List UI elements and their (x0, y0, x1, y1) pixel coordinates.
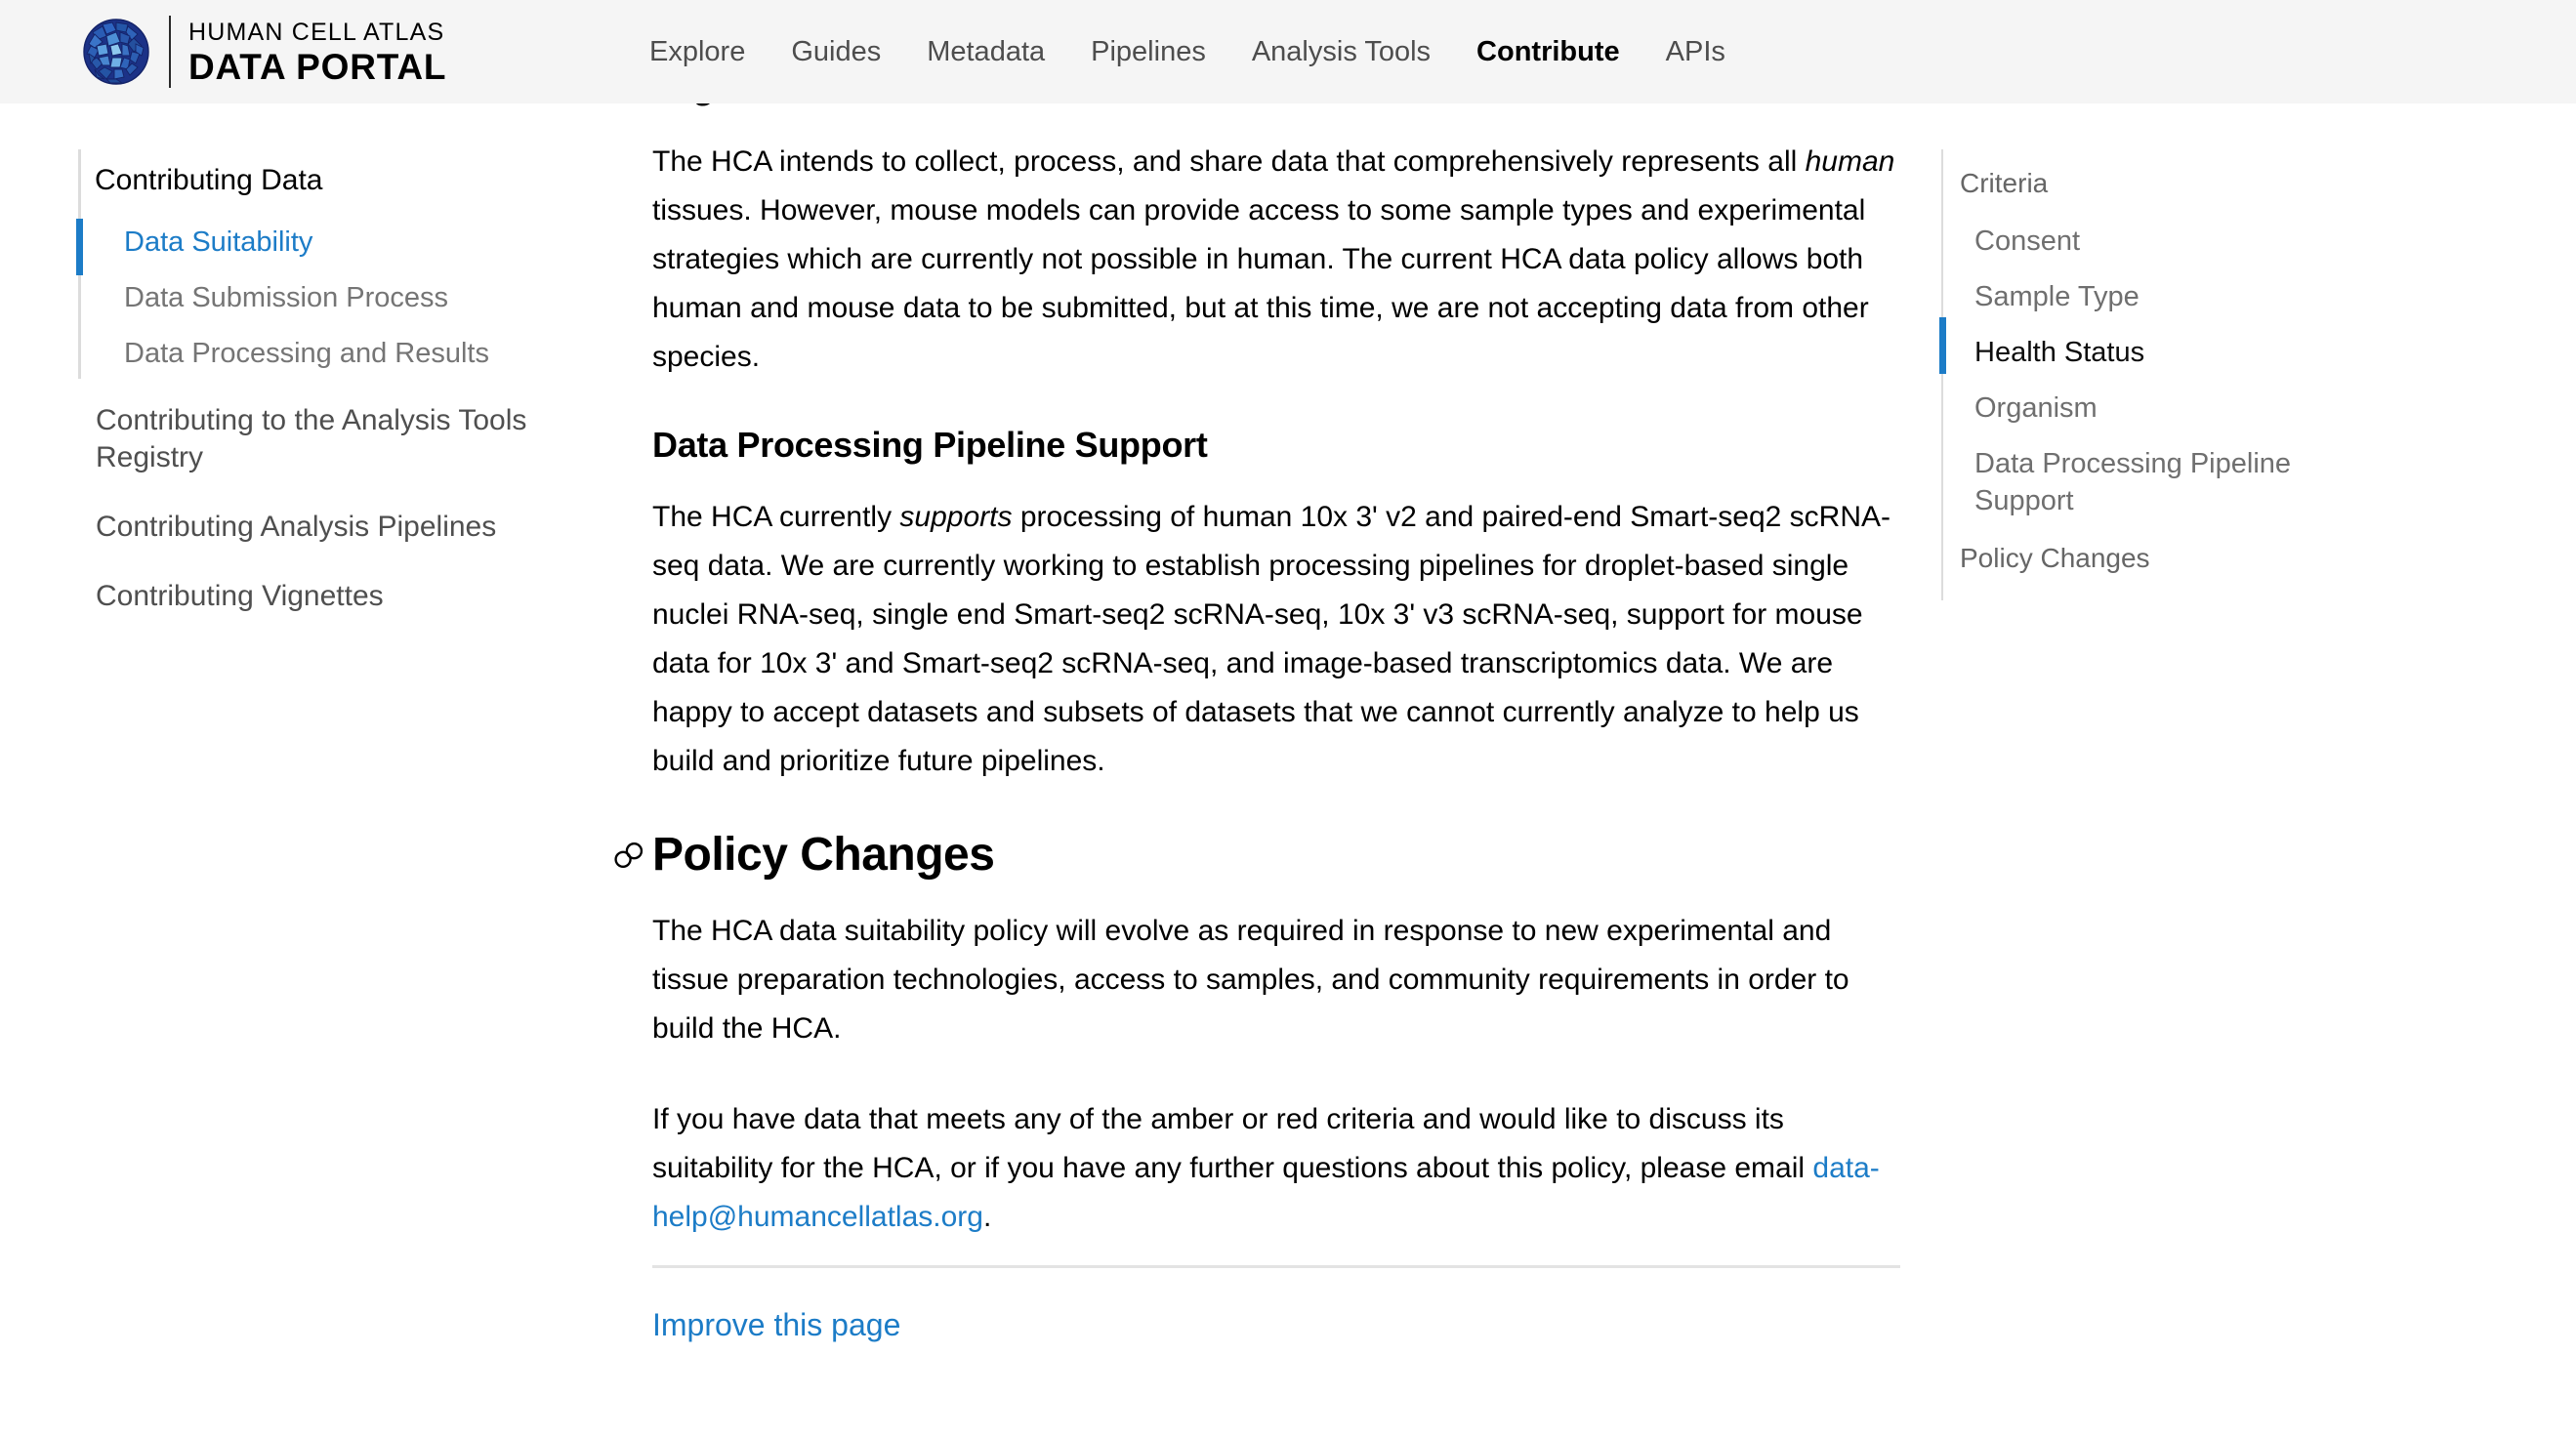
main-content (652, 103, 1907, 1351)
contact-paragraph: If you have data that meets any of the amber or red criteria and would like to discuss its suitability for the HCA, or if you have any further questions about this policy, please email data-help@humancellatlas.org. (652, 1103, 1880, 1233)
outline-item-organism[interactable]: Organism (1974, 392, 2098, 424)
site-header (0, 0, 2576, 103)
left-sidebar (78, 162, 557, 615)
logo-line1: HUMAN CELL ATLAS (188, 18, 445, 46)
email-link[interactable]: data-help@humancellatlas.org (652, 1152, 1880, 1233)
outline-active-bar (1939, 317, 1946, 374)
nav-item-pipelines[interactable]: Pipelines (1091, 35, 1206, 67)
outline-border-line (1941, 149, 1943, 600)
outline-item-health-status[interactable]: Health Status (1974, 337, 2145, 368)
outline-item-sample-type[interactable]: Sample Type (1974, 281, 2140, 312)
nav-item-guides[interactable]: Guides (791, 35, 882, 67)
pipeline-support-paragraph: The HCA currently supports processing of human 10x 3' v2 and paired-end Smart-seq2 scRNA-seq data. We are currently working to establish processing pipelines for droplet-based single nuclei RNA-seq, single end Smart-seq2 scRNA-seq, 10x 3' v3 scRNA-seq, support for mouse data for 10x 3' and Smart-seq2 scRNA-seq, and image-based transcriptomics data. We are happy to accept datasets and subsets of datasets that we cannot currently analyze to help us build and prioritize future pipelines. (652, 501, 1891, 777)
main-nav (649, 0, 1725, 103)
sidebar-item-data-submission-process[interactable]: Data Submission Process (124, 282, 449, 313)
sidebar-item-analysis-tools-registry[interactable]: Contributing to the Analysis Tools Registry (96, 404, 527, 473)
content-divider (652, 1265, 1900, 1268)
nav-item-apis[interactable]: APIs (1665, 35, 1725, 67)
logo-wordmark (188, 18, 446, 87)
logo-line2: DATA PORTAL (188, 46, 447, 87)
improve-page-link[interactable]: Improve this page (652, 1307, 901, 1342)
policy-changes-heading: Policy Changes (652, 829, 995, 881)
logo-divider (169, 16, 171, 88)
nav-item-analysis-tools[interactable]: Analysis Tools (1251, 35, 1432, 67)
link-anchor-icon[interactable] (613, 841, 644, 870)
sidebar-item-data-processing-results[interactable]: Data Processing and Results (124, 338, 489, 369)
pipeline-support-heading: Data Processing Pipeline Support (652, 425, 1208, 465)
sidebar-item-contributing-data[interactable]: Contributing Data (95, 164, 323, 196)
outline-item-pipeline-support[interactable]: Data Processing Pipeline Support (1974, 448, 2292, 516)
logo-link[interactable] (83, 0, 446, 103)
hca-logo-icon (83, 19, 149, 85)
sidebar-item-data-suitability[interactable]: Data Suitability (124, 226, 313, 258)
outline-item-criteria[interactable]: Criteria (1960, 168, 2049, 198)
outline-item-policy-changes[interactable]: Policy Changes (1960, 543, 2150, 573)
nav-item-explore[interactable]: Explore (649, 35, 746, 67)
active-item-bar (76, 219, 83, 275)
policy-evolve-paragraph: The HCA data suitability policy will evolve as required in response to new experimental and tissue preparation technologies, access to samples, and community requirements in order to build the HCA. (652, 915, 1849, 1045)
contributing-data-group (78, 162, 557, 373)
sidebar-item-contributing-vignettes[interactable]: Contributing Vignettes (96, 580, 384, 612)
outline-item-consent[interactable]: Consent (1974, 226, 2081, 257)
organism-paragraph: The HCA intends to collect, process, and share data that comprehensively represents all human tissues. However, mouse models can provide access to some sample types and experimental strategies which are currently not possible in human. The current HCA data policy allows both human and mouse data to be submitted, but at this time, we are not accepting data from other species. (652, 145, 1895, 373)
nav-item-contribute[interactable]: Contribute (1476, 35, 1620, 67)
nav-item-metadata[interactable]: Metadata (927, 35, 1046, 67)
sidebar-item-contributing-analysis-pipelines[interactable]: Contributing Analysis Pipelines (96, 511, 497, 543)
policy-changes-heading-row (652, 827, 1907, 883)
page-outline (1941, 151, 2332, 577)
